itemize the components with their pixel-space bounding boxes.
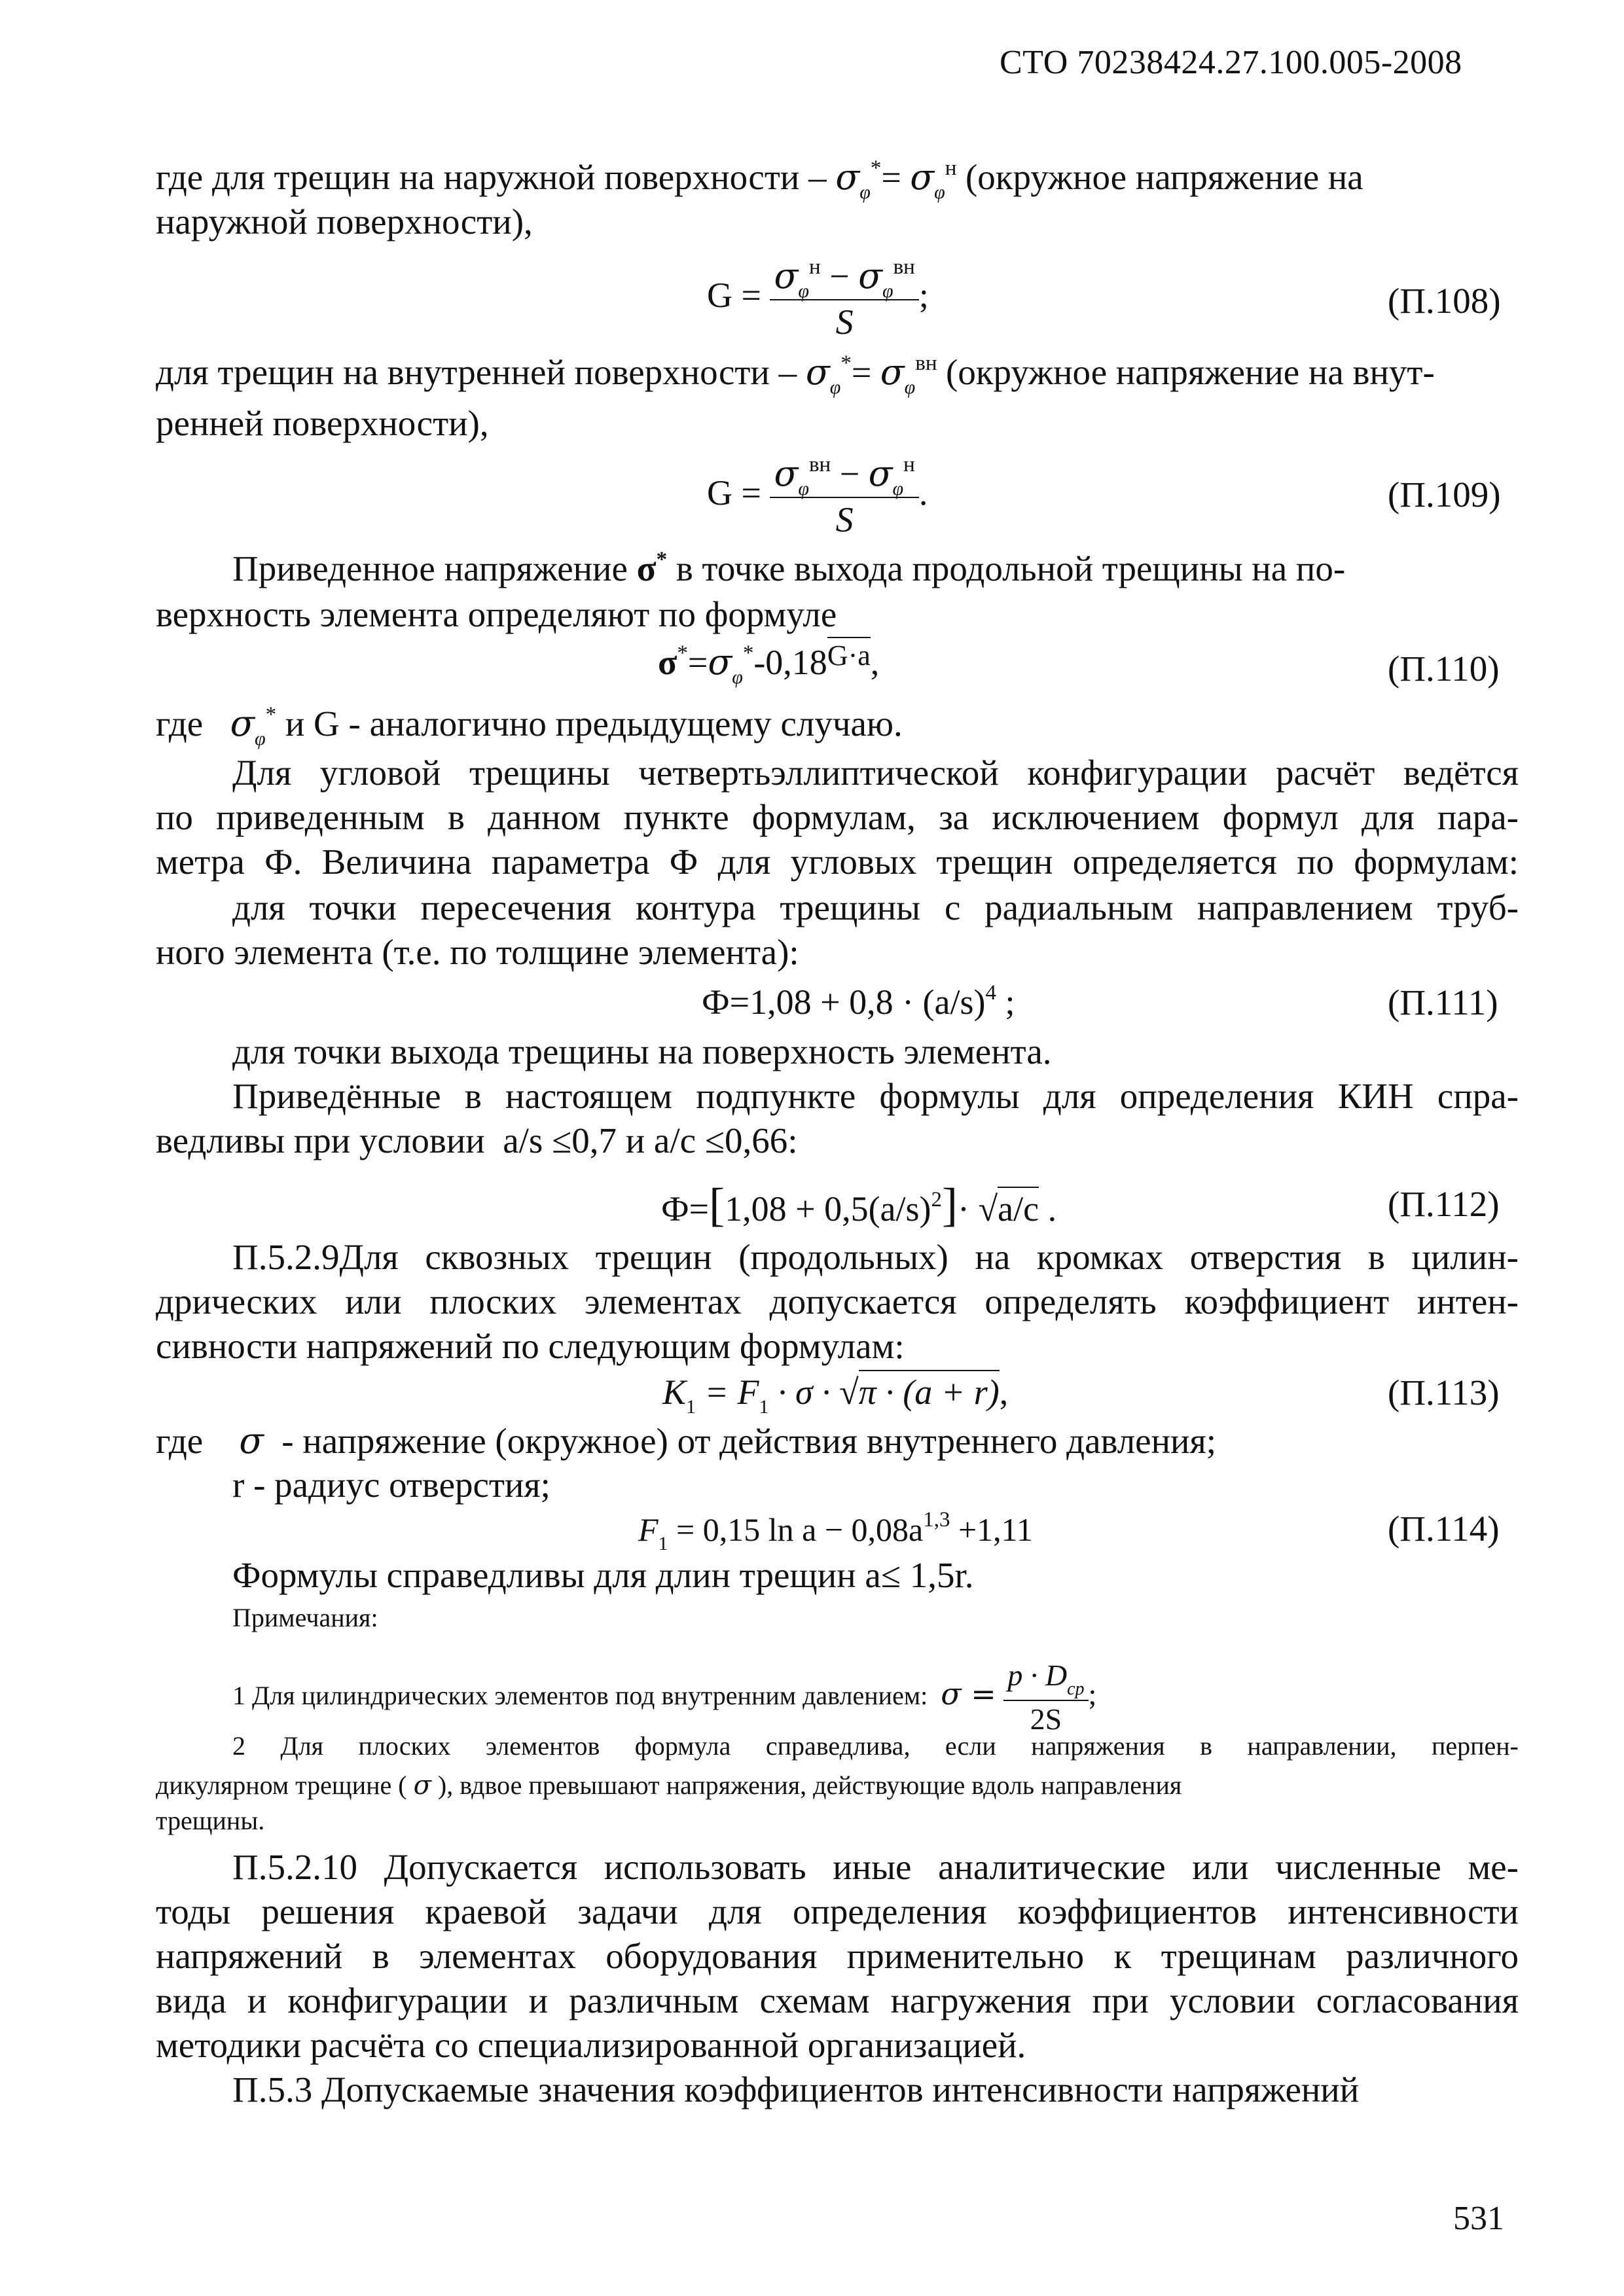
equation-number: (П.109) bbox=[1388, 475, 1501, 514]
note-2-cont: трещины. bbox=[156, 1806, 265, 1835]
equation-number: (П.114) bbox=[1388, 1509, 1500, 1549]
text-line: ведливы при условии a/s ≤0,7 и a/c ≤0,66: bbox=[156, 1121, 798, 1160]
equation-number: (П.113) bbox=[1388, 1372, 1500, 1412]
text-line: Формулы справедливы для длин трещин a≤ 1,5r. bbox=[232, 1555, 974, 1595]
text-line: напряжений в элементах оборудования применительно к трещинам различного bbox=[156, 1936, 1519, 1976]
note-2-cont: дикулярном трещине ( σ ), вдвое превышают напряжения, действующие вдоль направления bbox=[156, 1770, 1182, 1801]
formula-inline: $\sigma_\varphi^*= \sigma_\varphi^н$ bbox=[835, 156, 957, 203]
text-line: Приведенное напряжение σ* в точке выхода продольной трещины на по- bbox=[232, 548, 1346, 588]
text-line: для трещин на внутренней поверхности – $\sigma_\varphi^*= \sigma_\varphi^{вн}$ (окружное напряжение на внут- bbox=[156, 351, 1435, 398]
text-line: ного элемента (т.е. по толщине элемента): bbox=[156, 932, 799, 972]
text-line: метра Ф. Величина параметра Ф для угловых трещин определяется по формулам: bbox=[156, 842, 1519, 882]
formula-p110: $\sigma^*=\sigma_\varphi^*-0,18^{G\cdot a}$, bbox=[658, 641, 879, 683]
document-code: СТО 70238424.27.100.005-2008 bbox=[1000, 44, 1462, 81]
equation-number: (П.110) bbox=[1388, 649, 1500, 689]
page-number: 531 bbox=[1453, 2200, 1504, 2237]
text-line: верхность элемента определяют по формуле bbox=[156, 594, 837, 634]
note-2: 2 Для плоских элементов формула справедлива, если напряжения в направлении, перпен- bbox=[232, 1731, 1519, 1761]
text-line: где σ - напряжение (окружное) от действия внутреннего давления; bbox=[156, 1420, 1217, 1462]
text-line: вида и конфигурации и различным схемам нагружения при условии согласования bbox=[156, 1981, 1519, 2020]
text-line: дрических или плоских элементах допускается определять коэффициент интен- bbox=[156, 1282, 1519, 1321]
formula-p112: $Ф=[1,08 + 0,5(a/s)^2]\cdot √a/c$ . bbox=[661, 1179, 1057, 1231]
formula-inline: $\sigma_\varphi^*= \sigma_\varphi^{вн}$ bbox=[805, 351, 937, 398]
equation-number: (П.108) bbox=[1388, 281, 1501, 321]
notes-title: Примечания: bbox=[232, 1603, 378, 1632]
text-line: П.5.2.10 Допускается использовать иные аналитические или численные ме- bbox=[232, 1847, 1519, 1887]
formula-p111: $Ф=1,08 + 0,8 \cdot (a/s)^4$ ; bbox=[702, 981, 1015, 1022]
equation-number: (П.111) bbox=[1388, 982, 1498, 1022]
section-heading: П.5.3 Допускаемые значения коэффициентов интенсивности напряжений bbox=[232, 2070, 1360, 2109]
formula-p113: $K_1 = F_1 \cdot \sigma \cdot √\pi \cdot (a + r)$, bbox=[662, 1372, 1008, 1412]
note-1: 1 Для цилиндрических элементов под внутренним давлением: σ = $\frac{p \cdot D_{ср}}{2S}$ ; bbox=[232, 1659, 1097, 1736]
formula-p114: $F_1 = 0,15$ $\ln a - 0,08a^{1,3} +1,11$ bbox=[638, 1508, 1033, 1554]
text-line: сивности напряжений по следующим формулам: bbox=[156, 1326, 905, 1366]
formula-p109: G = $\frac{\sigma_\varphi^{вн} - \sigma_\varphi^н}{S}$ . bbox=[707, 453, 928, 539]
formula-p108: G = $\frac{\sigma_\varphi^н - \sigma_\varphi^{вн}}{S}$ ; bbox=[707, 255, 929, 342]
equation-number: (П.112) bbox=[1388, 1184, 1500, 1224]
text-line: Для угловой трещины четвертьэллиптической конфигурации расчёт ведётся bbox=[232, 753, 1519, 793]
text-line: тоды решения краевой задачи для определения коэффициентов интенсивности bbox=[156, 1892, 1519, 1931]
text-line: где $\sigma_\varphi^*$ и G - аналогично предыдущему случаю. bbox=[156, 702, 903, 749]
text-line: r - радиус отверстия; bbox=[232, 1465, 550, 1505]
text-line: для точки пересечения контура трещины с радиальным направлением труб- bbox=[232, 888, 1519, 927]
text-line: наружной поверхности), bbox=[156, 202, 533, 242]
text-line: где для трещин на наружной поверхности – $\sigma_\varphi^*= \sigma_\varphi^н$ (окружное напряжение на bbox=[156, 156, 1363, 203]
text-line: для точки выхода трещины на поверхность элемента. bbox=[232, 1031, 1052, 1071]
text-line: ренней поверхности), bbox=[156, 403, 489, 443]
text-line: по приведенным в данном пункте формулам, за исключением формул для пара- bbox=[156, 797, 1519, 837]
text-line: методики расчёта со специализированной организацией. bbox=[156, 2025, 1026, 2065]
text-line: Приведённые в настоящем подпункте формулы для определения КИН спра- bbox=[232, 1076, 1519, 1116]
text-line: П.5.2.9Для сквозных трещин (продольных) на кромках отверстия в цилин- bbox=[232, 1237, 1519, 1277]
